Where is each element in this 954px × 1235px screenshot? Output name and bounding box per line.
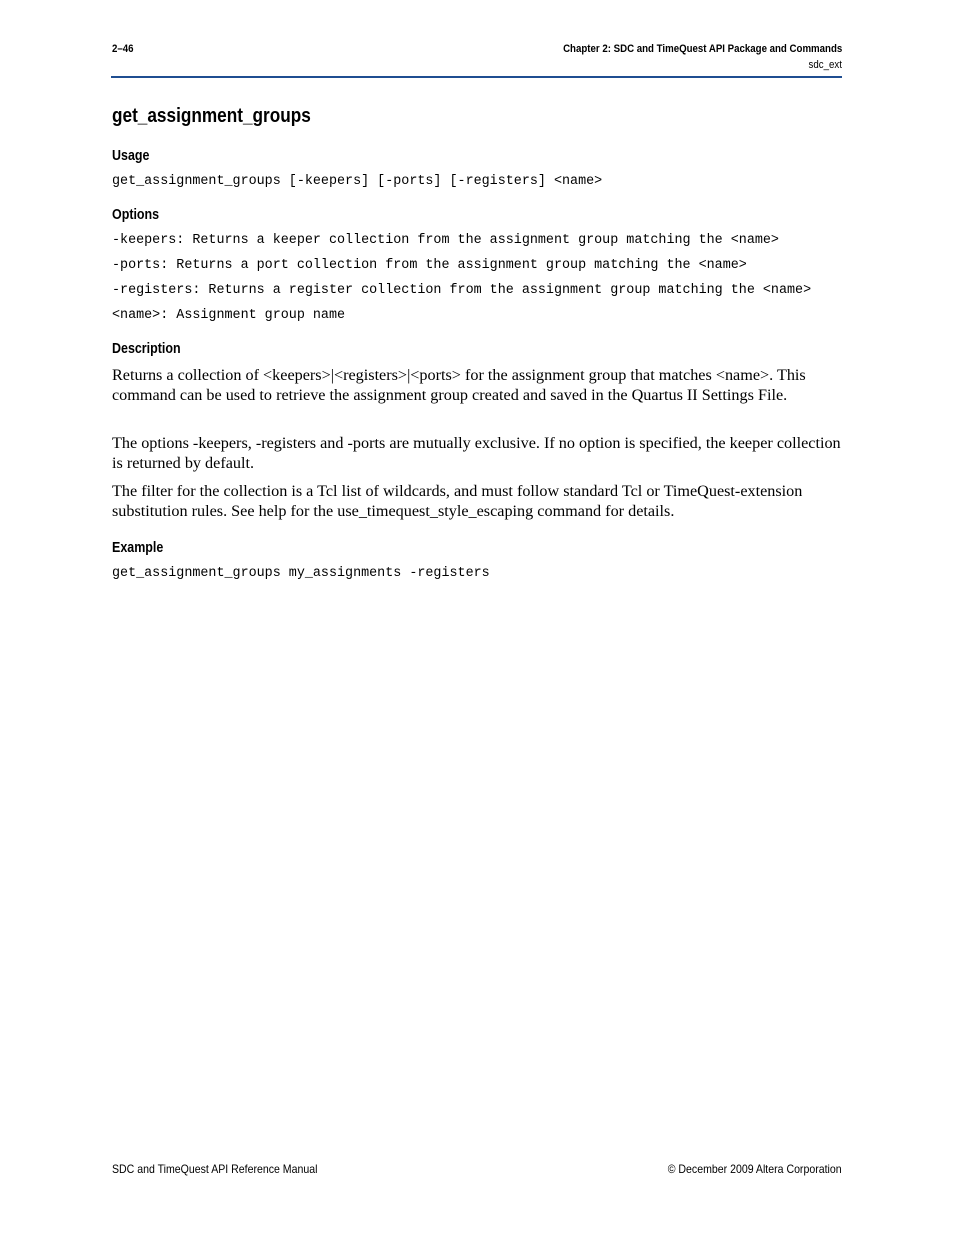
option-keepers: -keepers: Returns a keeper collection from the assignment group matching the <name>	[112, 233, 779, 248]
section-name: sdc_ext	[808, 59, 842, 71]
description-paragraph: Returns a collection of <keepers>|<registers>|<ports> for the assignment group that matches <name>. This command can be used to retrieve the assignment group created and saved in the Quartus II Settings File.	[112, 366, 806, 404]
usage-syntax: get_assignment_groups [-keepers] [-ports] [-registers] <name>	[112, 174, 603, 189]
description-heading: Description	[112, 341, 181, 357]
header-rule	[111, 76, 842, 78]
options-heading: Options	[112, 207, 160, 223]
page-number: 2–46	[112, 43, 134, 55]
example-heading: Example	[112, 540, 164, 556]
chapter-title: Chapter 2: SDC and TimeQuest API Package and Commands	[562, 43, 842, 55]
option-name: <name>: Assignment group name	[112, 308, 346, 323]
example-code: get_assignment_groups my_assignments -registers	[112, 566, 490, 581]
footer-manual-title: SDC and TimeQuest API Reference Manual	[112, 1162, 318, 1176]
option-registers: -registers: Returns a register collection from the assignment group matching the <name>	[112, 283, 812, 298]
option-ports: -ports: Returns a port collection from the assignment group matching the <name>	[112, 258, 747, 273]
usage-heading: Usage	[112, 148, 150, 164]
description-paragraph: The options -keepers, -registers and -ports are mutually exclusive. If no option is specified, the keeper collection is returned by default.	[112, 434, 841, 472]
footer-copyright: © December 2009 Altera Corporation	[668, 1162, 842, 1176]
page-title: get_assignment_groups	[112, 105, 311, 127]
description-paragraph: The filter for the collection is a Tcl list of wildcards, and must follow standard Tcl or TimeQuest-extension substitution rules. See help for the use_timequest_style_escaping command for details.	[112, 482, 803, 520]
